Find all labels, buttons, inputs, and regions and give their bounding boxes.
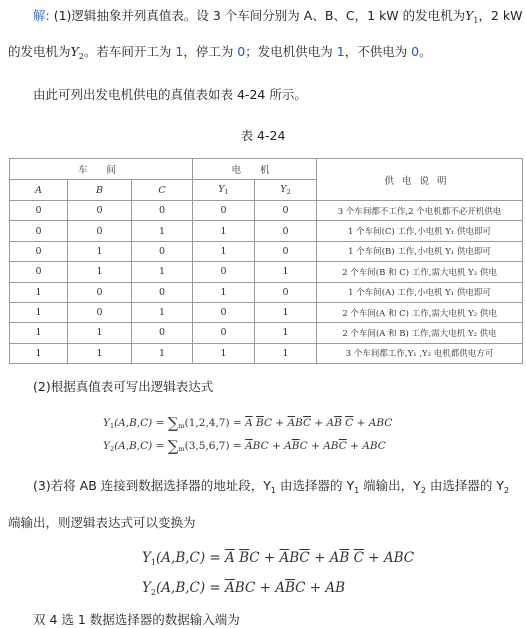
eq1-m: m — [178, 422, 185, 430]
p3-text-4: 由选择器的 Y — [425, 478, 504, 493]
cell-y2: 0 — [255, 201, 317, 221]
cell-c: 0 — [132, 201, 193, 221]
eq3-term-4: ABC — [383, 550, 415, 566]
solution-label: 解: — [33, 8, 50, 23]
eq1-plus-1: + — [275, 417, 285, 429]
table-row — [10, 343, 523, 363]
cell-a: 1 — [10, 282, 68, 302]
p3-sub-4: 2 — [504, 486, 510, 495]
table-caption: 表 4-24 — [240, 128, 286, 143]
paragraph-4: 双 4 选 1 数据选择器的数据输入端为 — [33, 612, 240, 627]
eq2-sigma: ∑ — [167, 437, 179, 455]
eq4-term-2: $A\overline{B}C$ — [275, 580, 306, 596]
eq2-lhs-args: (A,B,C) = — [114, 440, 165, 452]
eq3-plus-1: + — [263, 550, 276, 566]
cell-c: 1 — [132, 302, 193, 322]
p3-sub-3: 2 — [420, 486, 426, 495]
cell-a: 1 — [10, 343, 68, 363]
eq4-plus-2: + — [309, 580, 322, 596]
cell-y1: 1 — [193, 282, 255, 302]
eq2-plus-2: + — [311, 440, 320, 452]
y1-var: Y — [465, 8, 474, 23]
eq1-sigma: ∑ — [167, 414, 179, 432]
eq4-term-3: AB — [325, 580, 346, 596]
y2-sub: 2 — [78, 52, 84, 61]
cell-y1: 0 — [193, 323, 255, 343]
eq4-lhs-var: Y — [142, 580, 151, 596]
cell-y1: 1 — [193, 241, 255, 261]
eq3-lhs-sub: 1 — [150, 558, 157, 567]
intro-text-4: 。若车间开工为 — [83, 44, 176, 59]
header-note: 供电说明 — [317, 159, 523, 201]
eq4-plus-1: + — [259, 580, 271, 596]
eq1-term-1: $\overline{A}$ $\overline{B}C$ — [245, 417, 272, 429]
intro-text-7: ，不供电为 — [344, 44, 412, 59]
truth-table — [9, 158, 523, 364]
col-y2-sub: 2 — [286, 188, 291, 196]
intro-text-2: ，2 kW — [478, 8, 523, 23]
eq2-lhs-var: Y — [103, 440, 110, 452]
table-row — [10, 302, 523, 322]
cell-note: 2 个车间(A 和 B) 工作,需大电机 Y₂ 供电 — [317, 323, 523, 343]
cell-c: 0 — [132, 323, 193, 343]
cell-a: 1 — [10, 302, 68, 322]
col-y1-sub: 1 — [224, 188, 229, 196]
col-b: B — [68, 180, 132, 201]
eq2-m: m — [178, 445, 185, 453]
cell-y2: 1 — [255, 262, 317, 282]
value-one-b: 1 — [336, 44, 345, 59]
value-zero-b: 0 — [411, 44, 420, 59]
cell-note: 3 个车间都不工作,2 个电机都不必开机供电 — [317, 201, 523, 221]
cell-y1: 0 — [193, 201, 255, 221]
intro-line-2 — [8, 44, 432, 65]
col-y2 — [255, 180, 317, 201]
eq2-term-3: $AB\overline{C}$ — [323, 440, 347, 452]
equation-y1-expanded — [142, 550, 414, 567]
cell-note: 3 个车间都工作,Y₁ ,Y₂ 电机都供电方可 — [317, 343, 523, 363]
eq1-lhs-var: Y — [103, 417, 110, 429]
cell-y2: 0 — [255, 221, 317, 241]
eq1-lhs-sub: 1 — [109, 422, 115, 430]
eq2-term-2: $A\overline{B}C$ — [284, 440, 308, 452]
cell-b: 0 — [68, 282, 132, 302]
cell-b: 1 — [68, 323, 132, 343]
eq2-minterms: (3,5,6,7) = — [184, 440, 242, 452]
eq1-term-3: $A\overline{B}$ $\overline{C}$ — [326, 417, 354, 429]
cell-b: 1 — [68, 262, 132, 282]
y2-var: Y — [70, 44, 79, 59]
eq3-term-3: $A\overline{B}$ $\overline{C}$ — [329, 550, 364, 566]
header-generator: 电 机 — [193, 159, 317, 180]
p3-sub-1: 1 — [270, 486, 277, 495]
cell-a: 0 — [10, 241, 68, 261]
table-row — [10, 201, 523, 221]
header-workshop: 车 间 — [10, 159, 193, 180]
table-row — [10, 241, 523, 261]
intro-text-1: (1)逻辑抽象并列真值表。设 3 个车间分别为 A、B、C，1 kW 的发电机为 — [53, 8, 466, 23]
p3-text-3: 端输出，Y — [359, 478, 421, 493]
eq2-plus-3: + — [350, 440, 359, 452]
p3-text-1: (3)若将 AB 连接到数据选择器的地址段，Y — [33, 478, 271, 493]
cell-c: 0 — [132, 282, 193, 302]
eq1-plus-2: + — [314, 417, 324, 429]
table-row — [10, 221, 523, 241]
col-y1 — [193, 180, 255, 201]
cell-y1: 1 — [193, 221, 255, 241]
cell-y2: 0 — [255, 241, 317, 261]
eq3-lhs-var: Y — [142, 550, 151, 566]
cell-note: 1 个车间(B) 工作,小电机 Y₁ 供电即可 — [317, 241, 523, 261]
cell-y1: 0 — [193, 262, 255, 282]
table-row — [10, 282, 523, 302]
equation-y1-sum — [103, 414, 392, 432]
intro-line-1 — [33, 8, 523, 29]
col-y1-var: Y — [218, 184, 225, 195]
intro-text-3: 的发电机为 — [8, 44, 71, 59]
cell-a: 0 — [10, 262, 68, 282]
eq4-lhs-args: (A,B,C) = — [156, 580, 221, 596]
p3-sub-2: 1 — [354, 486, 360, 495]
cell-c: 1 — [132, 221, 193, 241]
eq4-lhs-sub: 2 — [150, 588, 157, 597]
cell-a: 0 — [10, 221, 68, 241]
col-c: C — [132, 180, 193, 201]
eq4-term-1: $\overline{A}BC$ — [225, 580, 256, 596]
cell-b: 1 — [68, 241, 132, 261]
cell-y2: 1 — [255, 323, 317, 343]
paragraph-2: (2)根据真值表可写出逻辑表达式 — [33, 379, 214, 394]
cell-a: 1 — [10, 323, 68, 343]
cell-y1: 1 — [193, 343, 255, 363]
y1-sub: 1 — [473, 16, 479, 25]
eq2-lhs-sub: 2 — [109, 445, 115, 453]
cell-note: 1 个车间(A) 工作,小电机 Y₁ 供电即可 — [317, 282, 523, 302]
cell-note: 2 个车间(A 和 C) 工作,需大电机 Y₂ 供电 — [317, 302, 523, 322]
table-row — [10, 323, 523, 343]
equation-y2-sum — [103, 437, 386, 455]
cell-y2: 1 — [255, 343, 317, 363]
col-y2-var: Y — [280, 184, 287, 195]
p3-text-2: 由选择器的 Y — [276, 478, 355, 493]
cell-y1: 0 — [193, 302, 255, 322]
eq2-term-4: ABC — [362, 440, 386, 452]
cell-b: 0 — [68, 221, 132, 241]
value-zero-a: 0 — [237, 44, 246, 59]
paragraph-3-line-1 — [33, 478, 509, 499]
cell-b: 0 — [68, 302, 132, 322]
eq2-plus-1: + — [271, 440, 281, 452]
eq3-term-2: $\overline{A}B\overline{C}$ — [279, 550, 310, 566]
cell-c: 1 — [132, 343, 193, 363]
cell-c: 0 — [132, 241, 193, 261]
table-row — [10, 262, 523, 282]
y2-symbol — [71, 44, 84, 59]
eq3-plus-3: + — [368, 550, 380, 566]
cell-b: 0 — [68, 201, 132, 221]
table-intro-paragraph: 由此可列出发电机供电的真值表如表 4-24 所示。 — [33, 87, 307, 102]
eq1-lhs-args: (A,B,C) = — [114, 417, 165, 429]
eq3-lhs-args: (A,B,C) = — [156, 550, 221, 566]
eq1-term-4: ABC — [368, 417, 393, 429]
cell-b: 1 — [68, 343, 132, 363]
eq3-plus-2: + — [314, 550, 326, 566]
cell-a: 0 — [10, 201, 68, 221]
cell-note: 2 个车间(B 和 C) 工作,需大电机 Y₂ 供电 — [317, 262, 523, 282]
intro-text-5: ，停工为 — [183, 44, 238, 59]
eq3-term-1: $\overline{A}$ $\overline{B}C$ — [225, 550, 260, 566]
cell-y2: 1 — [255, 302, 317, 322]
intro-text-6: ；发电机供电为 — [245, 44, 337, 59]
eq1-minterms: (1,2,4,7) = — [184, 417, 242, 429]
value-one-a: 1 — [175, 44, 184, 59]
equation-y2-expanded — [142, 580, 345, 597]
cell-note: 1 个车间(C) 工作,小电机 Y₁ 供电即可 — [317, 221, 523, 241]
intro-text-8: 。 — [419, 44, 432, 59]
paragraph-3-line-2: 端输出，则逻辑表达式可以变换为 — [8, 515, 196, 530]
col-a: A — [10, 180, 68, 201]
cell-c: 1 — [132, 262, 193, 282]
cell-y2: 0 — [255, 282, 317, 302]
eq1-term-2: $\overline{A}B\overline{C}$ — [287, 417, 312, 429]
y1-symbol — [465, 8, 478, 23]
eq1-plus-3: + — [356, 417, 366, 429]
eq2-term-1: $\overline{A}BC$ — [245, 440, 269, 452]
